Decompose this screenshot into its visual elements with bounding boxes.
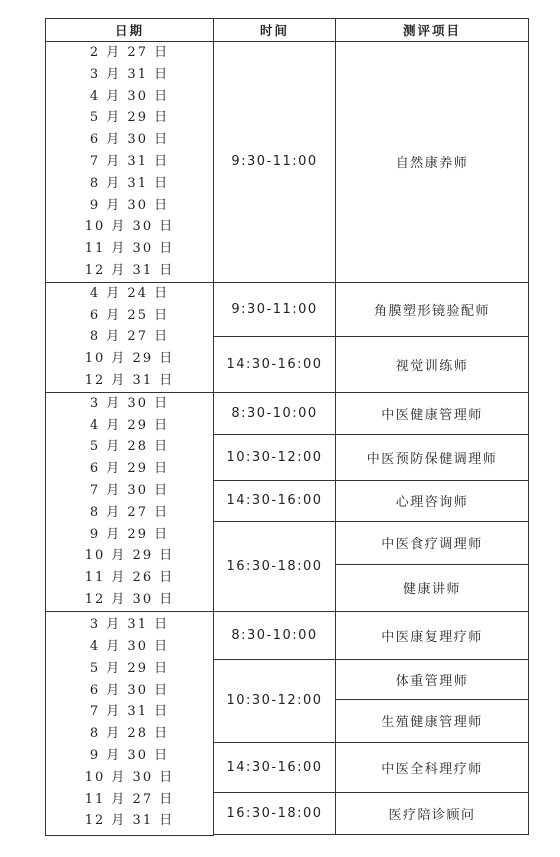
time-cell: 9:30-11:00 [214,42,336,283]
item-cell: 中医康复理疗师 [336,611,529,659]
date-cell: 5 月 29 日 [89,110,170,126]
date-cell: 11 月 26 日 [84,570,175,586]
group1-dates [46,42,214,283]
item-cell: 自然康养师 [336,42,529,283]
date-cell: 8 月 28 日 [89,726,170,742]
time-cell: 10:30-12:00 [214,659,336,742]
group1-row [46,42,529,283]
item-cell: 生殖健康管理师 [336,699,529,742]
item-cell: 角膜塑形镜验配师 [336,282,529,336]
time-cell: 8:30-10:00 [214,611,336,659]
header-time: 时间 [214,19,336,42]
date-cell: 7 月 30 日 [89,482,170,498]
time-cell: 8:30-10:00 [214,392,336,434]
date-cell: 12 月 31 日 [84,813,175,829]
date-cell: 9 月 30 日 [89,748,170,764]
item-cell: 健康讲师 [336,564,529,611]
date-cell: 6 月 30 日 [89,682,170,698]
item-cell: 视觉训练师 [336,336,529,392]
date-cell: 5 月 28 日 [89,439,170,455]
date-cell: 12 月 31 日 [84,262,175,278]
group3-row [46,392,529,434]
date-cell: 8 月 31 日 [89,175,170,191]
group4-dates [46,611,214,835]
date-cell: 4 月 29 日 [89,417,170,433]
item-cell: 心理咨询师 [336,480,529,521]
time-cell: 14:30-16:00 [214,742,336,792]
item-cell: 体重管理师 [336,659,529,699]
date-cell: 3 月 30 日 [89,395,170,411]
date-cell: 12 月 31 日 [84,372,175,388]
item-cell: 医疗陪诊顾问 [336,792,529,834]
time-cell: 16:30-18:00 [214,792,336,834]
date-cell: 6 月 29 日 [89,461,170,477]
group2-row [46,282,529,336]
date-cell: 5 月 29 日 [89,660,170,676]
date-cell: 10 月 29 日 [84,548,175,564]
time-cell: 16:30-18:00 [214,521,336,611]
date-cell: 11 月 27 日 [84,791,175,807]
group2-dates [46,282,214,392]
date-cell: 11 月 30 日 [84,241,175,257]
date-cell: 8 月 27 日 [89,329,170,345]
date-cell: 4 月 24 日 [89,285,170,301]
date-cell: 9 月 30 日 [89,197,170,213]
item-cell: 中医预防保健调理师 [336,434,529,480]
date-cell: 10 月 30 日 [84,769,175,785]
date-cell: 10 月 30 日 [84,219,175,235]
date-cell: 6 月 30 日 [89,132,170,148]
date-cell: 12 月 30 日 [84,591,175,607]
time-cell: 9:30-11:00 [214,282,336,336]
item-cell: 中医食疗调理师 [336,521,529,564]
header-date: 日期 [46,19,214,42]
time-cell: 10:30-12:00 [214,434,336,480]
group3-dates [46,392,214,611]
date-cell: 3 月 31 日 [89,66,170,82]
date-cell: 3 月 31 日 [89,617,170,633]
time-cell: 14:30-16:00 [214,480,336,521]
date-cell: 4 月 30 日 [89,88,170,104]
date-cell: 7 月 31 日 [89,153,170,169]
item-cell: 中医健康管理师 [336,392,529,434]
group4-row [46,611,529,659]
date-cell: 8 月 27 日 [89,504,170,520]
date-cell: 2 月 27 日 [89,45,170,60]
header-item: 测评项目 [336,19,529,42]
header-row [46,19,529,42]
date-cell: 6 月 25 日 [89,307,170,323]
date-cell: 4 月 30 日 [89,639,170,655]
item-cell: 中医全科理疗师 [336,742,529,792]
time-cell: 14:30-16:00 [214,336,336,392]
date-cell: 10 月 29 日 [84,351,175,367]
date-cell: 7 月 31 日 [89,704,170,720]
date-cell: 9 月 29 日 [89,526,170,542]
schedule-table [45,18,529,836]
